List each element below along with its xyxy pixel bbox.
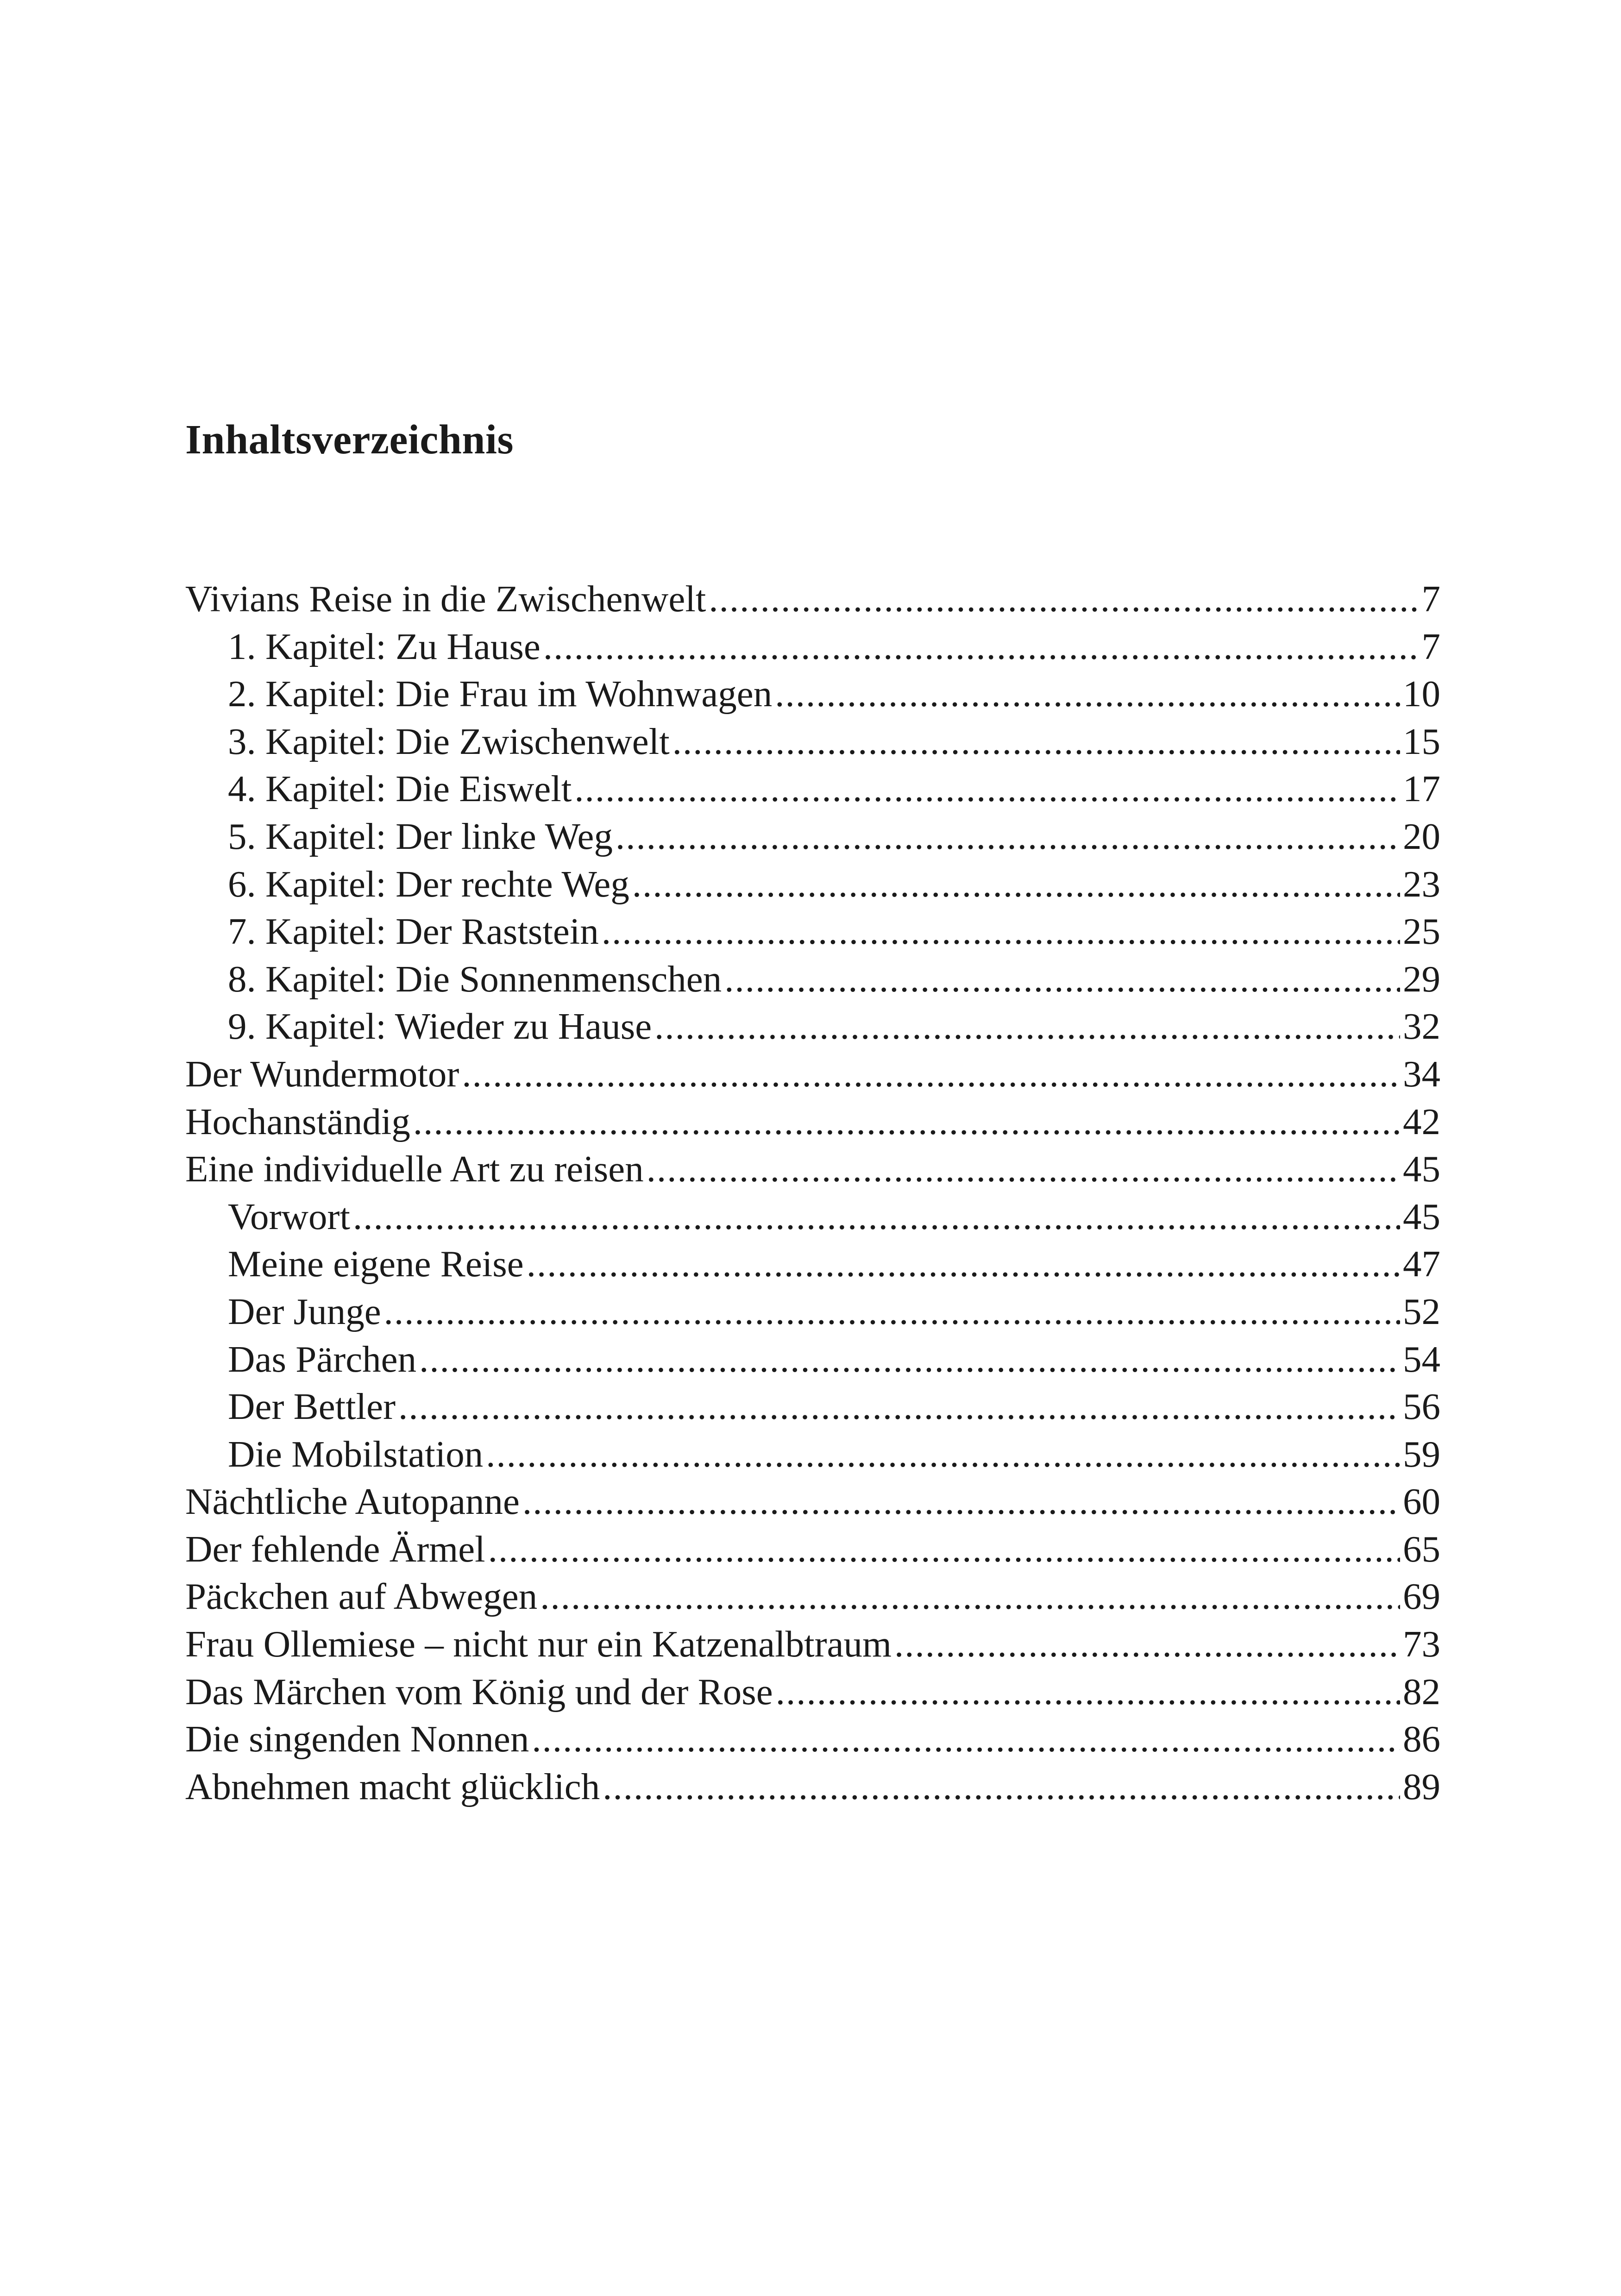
toc-entry-page-number: 42 [1403, 1100, 1440, 1142]
toc-dot-leader [574, 765, 1400, 813]
toc-entry [185, 1668, 1440, 1716]
toc-dot-leader [462, 1050, 1400, 1098]
toc-dot-leader [419, 1336, 1400, 1383]
toc-dot-leader [486, 1430, 1400, 1478]
toc-entry-label: Frau Ollemiese – nicht nur ein Katzenalbtraum [185, 1623, 892, 1665]
toc-entry-page-number: 59 [1403, 1433, 1440, 1475]
toc-entry-label: Der Wundermotor [185, 1053, 459, 1095]
toc-entry-label: Vorwort [228, 1195, 351, 1237]
toc-entry [185, 813, 1440, 860]
toc-dot-leader [894, 1620, 1400, 1668]
toc-title: Inhaltsverzeichnis [185, 417, 514, 463]
toc-dot-leader [353, 1193, 1400, 1241]
toc-entry-page-number: 25 [1403, 910, 1440, 953]
toc-dot-leader [654, 1003, 1400, 1050]
toc-dot-leader [527, 1240, 1400, 1288]
toc-entry-page-number: 89 [1403, 1765, 1440, 1807]
toc-entry [185, 1525, 1440, 1573]
toc-entry-label: Der fehlende Ärmel [185, 1528, 485, 1570]
toc-dot-leader [522, 1478, 1400, 1525]
toc-entry-page-number: 7 [1421, 578, 1440, 620]
toc-entry-page-number: 54 [1403, 1338, 1440, 1380]
toc-entry-label: 4. Kapitel: Die Eiswelt [228, 768, 572, 810]
toc-entry-label: 6. Kapitel: Der rechte Weg [228, 863, 629, 905]
toc-entry-label: Der Bettler [228, 1386, 396, 1428]
toc-entry-page-number: 20 [1403, 815, 1440, 857]
toc-dot-leader [413, 1098, 1400, 1146]
toc-entry-label: 3. Kapitel: Die Zwischenwelt [228, 720, 670, 762]
toc-entry [185, 1430, 1440, 1478]
toc-entry [185, 1240, 1440, 1288]
toc-entry-page-number: 73 [1403, 1623, 1440, 1665]
toc-entry [185, 670, 1440, 718]
toc-entry-label: 1. Kapitel: Zu Hause [228, 625, 540, 667]
toc-entry-label: Meine eigene Reise [228, 1243, 524, 1285]
toc-entry [185, 1620, 1440, 1668]
toc-dot-leader [775, 670, 1400, 718]
toc-entry [185, 1478, 1440, 1525]
toc-dot-leader [603, 1763, 1400, 1811]
toc-dot-leader [672, 718, 1400, 765]
toc-entry [185, 575, 1440, 623]
toc-entry-label: Abnehmen macht glücklich [185, 1765, 600, 1807]
toc-entry [185, 1715, 1440, 1763]
toc-entry-page-number: 56 [1403, 1386, 1440, 1428]
toc-entry [185, 1288, 1440, 1336]
toc-entry-page-number: 15 [1403, 720, 1440, 762]
toc-dot-leader [776, 1668, 1400, 1716]
toc-entry-page-number: 29 [1403, 958, 1440, 1000]
toc-dot-leader [540, 1573, 1400, 1620]
toc-entry-label: Das Pärchen [228, 1338, 417, 1380]
toc-entry-page-number: 34 [1403, 1053, 1440, 1095]
toc-entry [185, 1383, 1440, 1430]
toc-entry-page-number: 69 [1403, 1575, 1440, 1618]
toc-entry-label: Die singenden Nonnen [185, 1718, 529, 1760]
toc-entry-page-number: 82 [1403, 1670, 1440, 1713]
toc-entry-label: 8. Kapitel: Die Sonnenmenschen [228, 958, 722, 1000]
toc-entry-page-number: 86 [1403, 1718, 1440, 1760]
toc-entry-label: Eine individuelle Art zu reisen [185, 1148, 644, 1190]
toc-dot-leader [632, 860, 1400, 908]
toc-entry-page-number: 32 [1403, 1005, 1440, 1048]
toc-dot-leader [602, 908, 1400, 955]
toc-dot-leader [616, 813, 1400, 860]
toc-entry [185, 718, 1440, 765]
toc-entry-label: Das Märchen vom König und der Rose [185, 1670, 773, 1713]
toc-entry-label: 5. Kapitel: Der linke Weg [228, 815, 613, 857]
toc-entry [185, 1050, 1440, 1098]
toc-dot-leader [398, 1383, 1400, 1430]
toc-entry-page-number: 7 [1421, 625, 1440, 667]
toc-entry [185, 1193, 1440, 1241]
toc-dot-leader [724, 955, 1400, 1003]
toc-entry-page-number: 10 [1403, 673, 1440, 715]
toc-entry [185, 908, 1440, 955]
table-of-contents [185, 575, 1440, 1810]
toc-entry-page-number: 17 [1403, 768, 1440, 810]
toc-entry-page-number: 52 [1403, 1290, 1440, 1332]
toc-entry-page-number: 47 [1403, 1243, 1440, 1285]
toc-entry [185, 955, 1440, 1003]
toc-entry [185, 623, 1440, 671]
toc-dot-leader [384, 1288, 1400, 1336]
toc-dot-leader [543, 623, 1419, 671]
toc-entry [185, 1336, 1440, 1383]
toc-entry-label: Die Mobilstation [228, 1433, 484, 1475]
toc-entry-label: 7. Kapitel: Der Raststein [228, 910, 599, 953]
toc-entry-page-number: 23 [1403, 863, 1440, 905]
toc-entry-label: Vivians Reise in die Zwischenwelt [185, 578, 706, 620]
toc-entry [185, 765, 1440, 813]
toc-entry-page-number: 60 [1403, 1480, 1440, 1523]
toc-entry-page-number: 45 [1403, 1195, 1440, 1237]
toc-dot-leader [488, 1525, 1400, 1573]
toc-entry-label: 9. Kapitel: Wieder zu Hause [228, 1005, 652, 1048]
toc-entry [185, 1003, 1440, 1050]
toc-dot-leader [647, 1145, 1400, 1193]
toc-entry [185, 1145, 1440, 1193]
toc-entry [185, 1573, 1440, 1620]
toc-entry [185, 860, 1440, 908]
toc-entry-label: Päckchen auf Abwegen [185, 1575, 538, 1618]
toc-dot-leader [532, 1715, 1400, 1763]
toc-dot-leader [709, 575, 1419, 623]
toc-entry-label: Der Junge [228, 1290, 381, 1332]
toc-entry-label: Hochanständig [185, 1100, 410, 1142]
toc-entry-label: Nächtliche Autopanne [185, 1480, 520, 1523]
toc-entry-page-number: 65 [1403, 1528, 1440, 1570]
toc-entry [185, 1763, 1440, 1811]
toc-entry-label: 2. Kapitel: Die Frau im Wohnwagen [228, 673, 773, 715]
toc-entry [185, 1098, 1440, 1146]
toc-entry-page-number: 45 [1403, 1148, 1440, 1190]
